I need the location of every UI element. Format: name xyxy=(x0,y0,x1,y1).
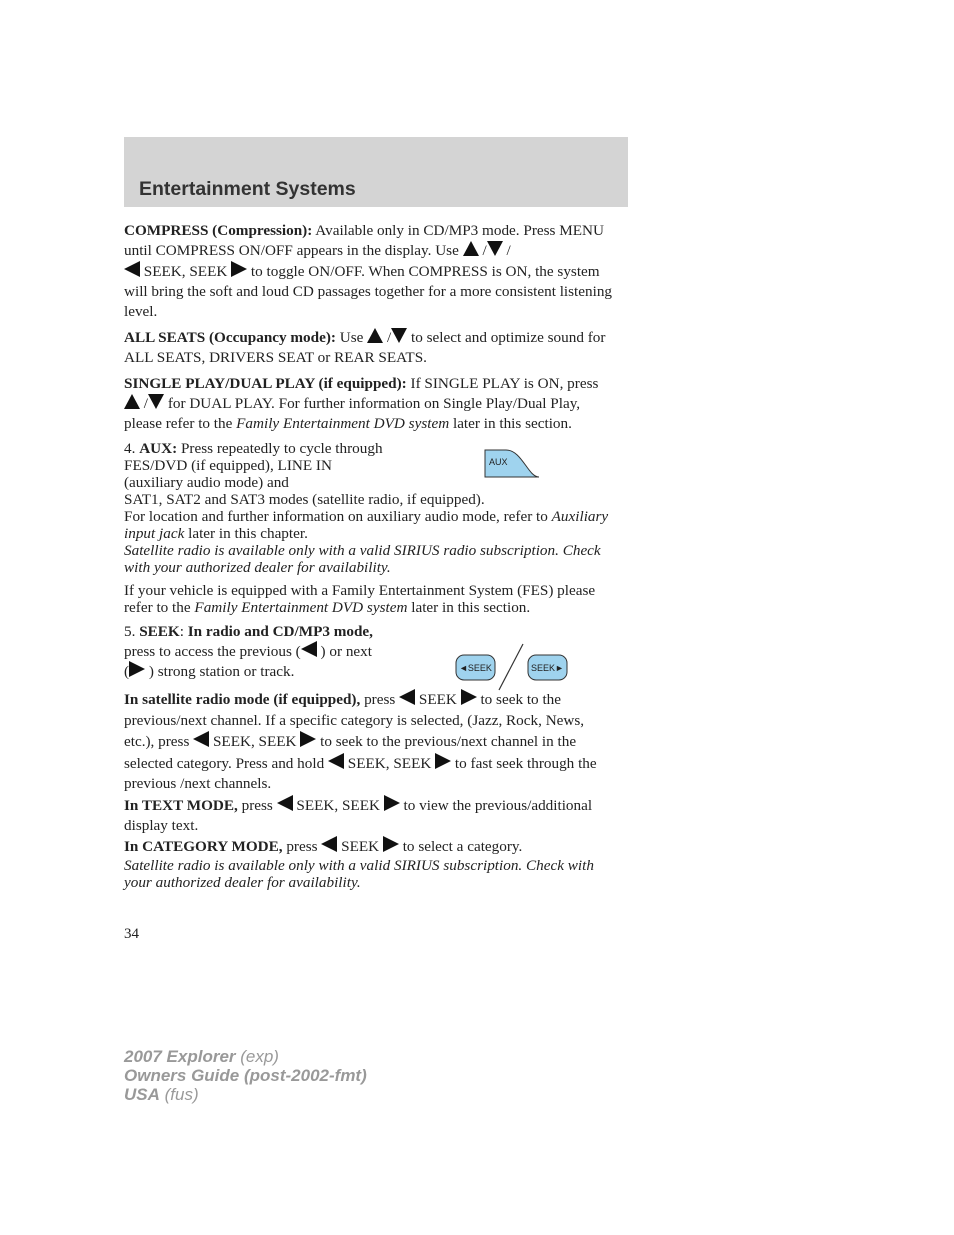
seek-left-label: ◄SEEK xyxy=(459,663,492,673)
text-mode-paragraph: In TEXT MODE, press SEEK, SEEK to view the previous/additional display text. xyxy=(124,796,593,834)
single-play-label: SINGLE PLAY/DUAL PLAY (if equipped): xyxy=(124,375,407,392)
aux-button-illustration xyxy=(484,449,540,479)
category-mode-label: In CATEGORY MODE, xyxy=(124,837,283,855)
allseats-paragraph: ALL SEATS (Occupancy mode): Use / to select and optimize sound for ALL SEATS, DRIVERS SEAT or REAR SEATS. xyxy=(124,329,606,366)
fes-paragraph: If your vehicle is equipped with a Family Entertainment System (FES) please refer to the Family Entertainment DVD system later in this section. xyxy=(124,582,596,616)
text-mode-label: In TEXT MODE, xyxy=(124,796,238,814)
right-arrow-icon xyxy=(384,795,400,811)
down-arrow-icon xyxy=(391,328,407,343)
left-arrow-icon xyxy=(321,836,337,852)
seek-right-label: SEEK► xyxy=(531,663,564,673)
aux-label: AUX: xyxy=(139,440,178,457)
page-number: 34 xyxy=(124,926,139,942)
left-arrow-icon xyxy=(399,689,415,705)
compress-paragraph: COMPRESS (Compression): Available only in CD/MP3 mode. Press MENU until COMPRESS ON/OFF appears in the display. Use / / SEEK, SEEK to toggle ON/OFF. When COMPRESS is ON, the system will bring the soft and loud CD passages together for a more consistent listening level. xyxy=(124,222,613,320)
aux-note: Satellite radio is available only with a valid SIRIUS radio subscription. Check with your authorized dealer for availability. xyxy=(124,542,601,576)
right-arrow-icon xyxy=(435,753,451,769)
left-arrow-icon xyxy=(328,753,344,769)
right-arrow-icon xyxy=(300,731,316,747)
page-content xyxy=(124,221,616,891)
category-mode-paragraph: In CATEGORY MODE, press SEEK to select a category. xyxy=(124,837,523,855)
section-title: Entertainment Systems xyxy=(139,178,356,200)
aux-button-label: AUX xyxy=(489,457,508,467)
satellite-note: Satellite radio is available only with a valid SIRIUS subscription. Check with your authorized dealer for availability. xyxy=(124,856,594,891)
left-arrow-icon xyxy=(193,731,209,747)
up-arrow-icon xyxy=(463,241,479,256)
left-arrow-icon xyxy=(124,261,140,277)
down-arrow-icon xyxy=(487,241,503,256)
seek-label: SEEK xyxy=(139,623,180,640)
compress-label: COMPRESS (Compression): xyxy=(124,222,313,239)
right-arrow-icon xyxy=(129,661,145,677)
down-arrow-icon xyxy=(148,394,164,409)
single-play-paragraph: SINGLE PLAY/DUAL PLAY (if equipped): If SINGLE PLAY is ON, press / for DUAL PLAY. For further information on Single Play/Dual Play, please refer to the Family Entertainment DVD system later in this section. xyxy=(124,375,599,432)
footer-info: 2007 Explorer (exp) Owners Guide (post-2002-fmt) USA (fus) xyxy=(124,1047,367,1104)
seek-buttons-illustration xyxy=(455,642,569,692)
seek-paragraph: 5. SEEK: In radio and CD/MP3 mode, press to access the previous ( ) or next ( ) strong station or track. xyxy=(124,623,373,680)
satellite-label: In satellite radio mode (if equipped), xyxy=(124,691,361,708)
satellite-paragraph: In satellite radio mode (if equipped), press SEEK to seek to the previous/next channel. If a specific category is selected, (Jazz, Rock, News, etc.), press SEEK, SEEK to seek to the previous/next channel in the selected category. Press and hold SEEK, SEEK to fast seek through the previous /next channels. xyxy=(124,691,597,792)
aux-paragraph: 4. AUX: Press repeatedly to cycle through FES/DVD (if equipped), LINE IN (auxiliary audio mode) and SAT1, SAT2 and SAT3 modes (satellite radio, if equipped). For location and further information on auxiliary audio mode, refer to Auxiliary input jack later in this chapter. Satellite radio is available only with a valid SIRIUS radio subscription. Check with your authorized dealer for availability. xyxy=(124,440,609,576)
left-arrow-icon xyxy=(301,641,317,657)
right-arrow-icon xyxy=(231,261,247,277)
up-arrow-icon xyxy=(367,328,383,343)
up-arrow-icon xyxy=(124,394,140,409)
divider-slash xyxy=(499,644,523,690)
allseats-label: ALL SEATS (Occupancy mode): xyxy=(124,329,336,346)
left-arrow-icon xyxy=(277,795,293,811)
right-arrow-icon xyxy=(383,836,399,852)
